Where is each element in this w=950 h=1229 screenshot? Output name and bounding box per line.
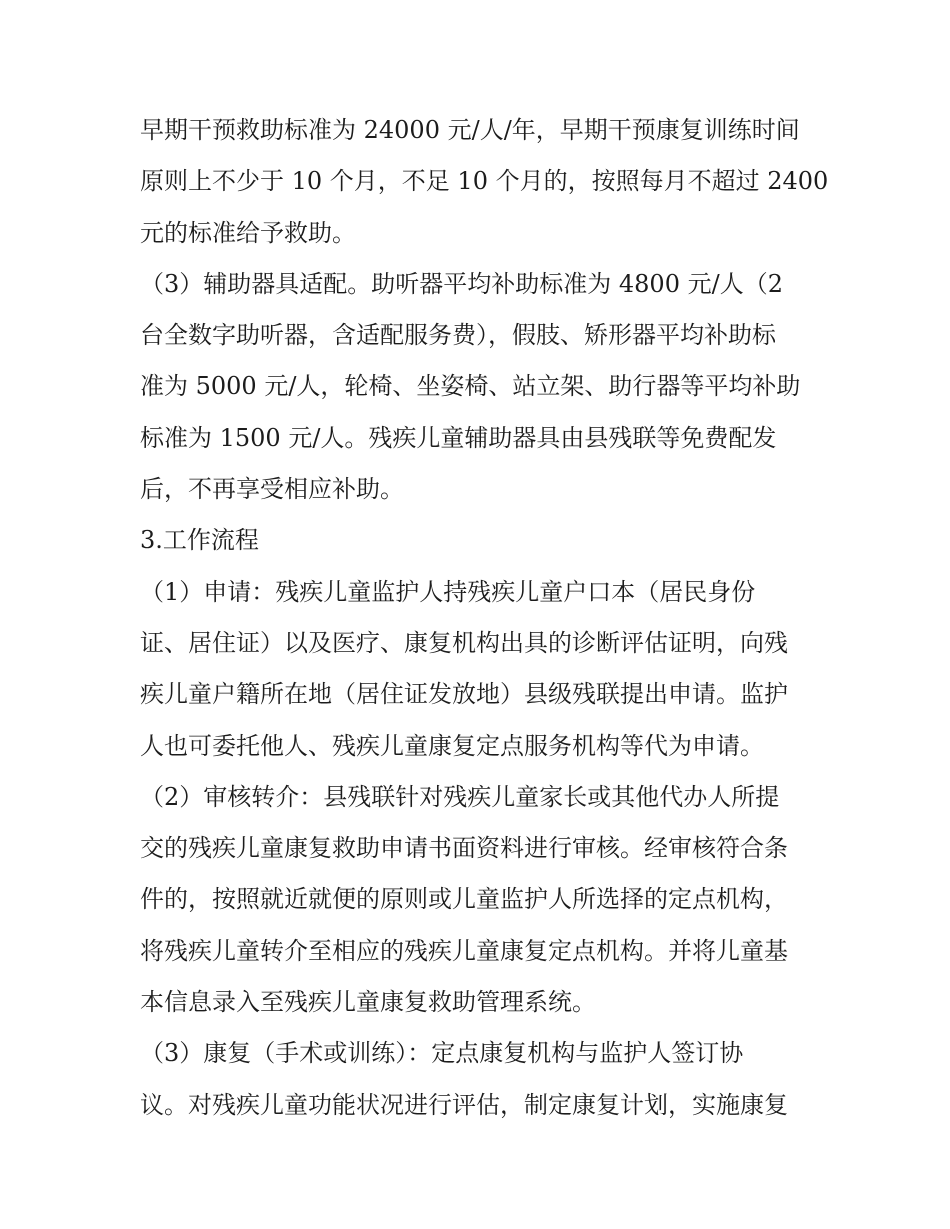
text-line: （3）康复（手术或训练）：定点康复机构与监护人签订协	[140, 1039, 744, 1068]
text-line: （1）申请：残疾儿童监护人持残疾儿童户口本（居民身份	[140, 577, 756, 606]
text-line: 元的标准给予救助。	[140, 218, 356, 247]
text-line: 早期干预救助标准为 24000 元/人/年，早期干预康复训练时间	[140, 116, 800, 144]
text-line: 人也可委托他人、残疾儿童康复定点服务机构等代为申请。	[140, 731, 764, 760]
text-line: 标准为 1500 元/人。残疾儿童辅助器具由县残联等免费配发	[140, 423, 777, 452]
text-line: 准为 5000 元/人，轮椅、坐姿椅、站立架、助行器等平均补助	[140, 372, 801, 401]
text-line: 后，不再享受相应补助。	[140, 475, 404, 504]
text-line: 将残疾儿童转介至相应的残疾儿童康复定点机构。并将儿童基	[140, 936, 788, 965]
text-line: 疾儿童户籍所在地（居住证发放地）县级残联提出申请。监护	[140, 680, 788, 709]
text-line: 交的残疾儿童康复救助申请书面资料进行审核。经审核符合条	[140, 834, 788, 863]
section-heading: 3.工作流程	[140, 526, 259, 555]
text-line: （2）审核转介：县残联针对残疾儿童家长或其他代办人所提	[140, 782, 780, 811]
text-line: 原则上不少于 10 个月，不足 10 个月的，按照每月不超过 2400	[140, 167, 829, 196]
text-line: 证、居住证）以及医疗、康复机构出具的诊断评估证明，向残	[140, 628, 788, 657]
document-body	[140, 105, 829, 1131]
text-line: 本信息录入至残疾儿童康复救助管理系统。	[140, 988, 596, 1017]
text-line: （3）辅助器具适配。助听器平均补助标准为 4800 元/人（2	[140, 269, 783, 298]
text-line: 台全数字助听器，含适配服务费），假肢、矫形器平均补助标	[140, 321, 776, 350]
text-line: 议。对残疾儿童功能状况进行评估，制定康复计划，实施康复	[140, 1090, 788, 1119]
text-line: 件的，按照就近就便的原则或儿童监护人所选择的定点机构，	[140, 885, 788, 914]
